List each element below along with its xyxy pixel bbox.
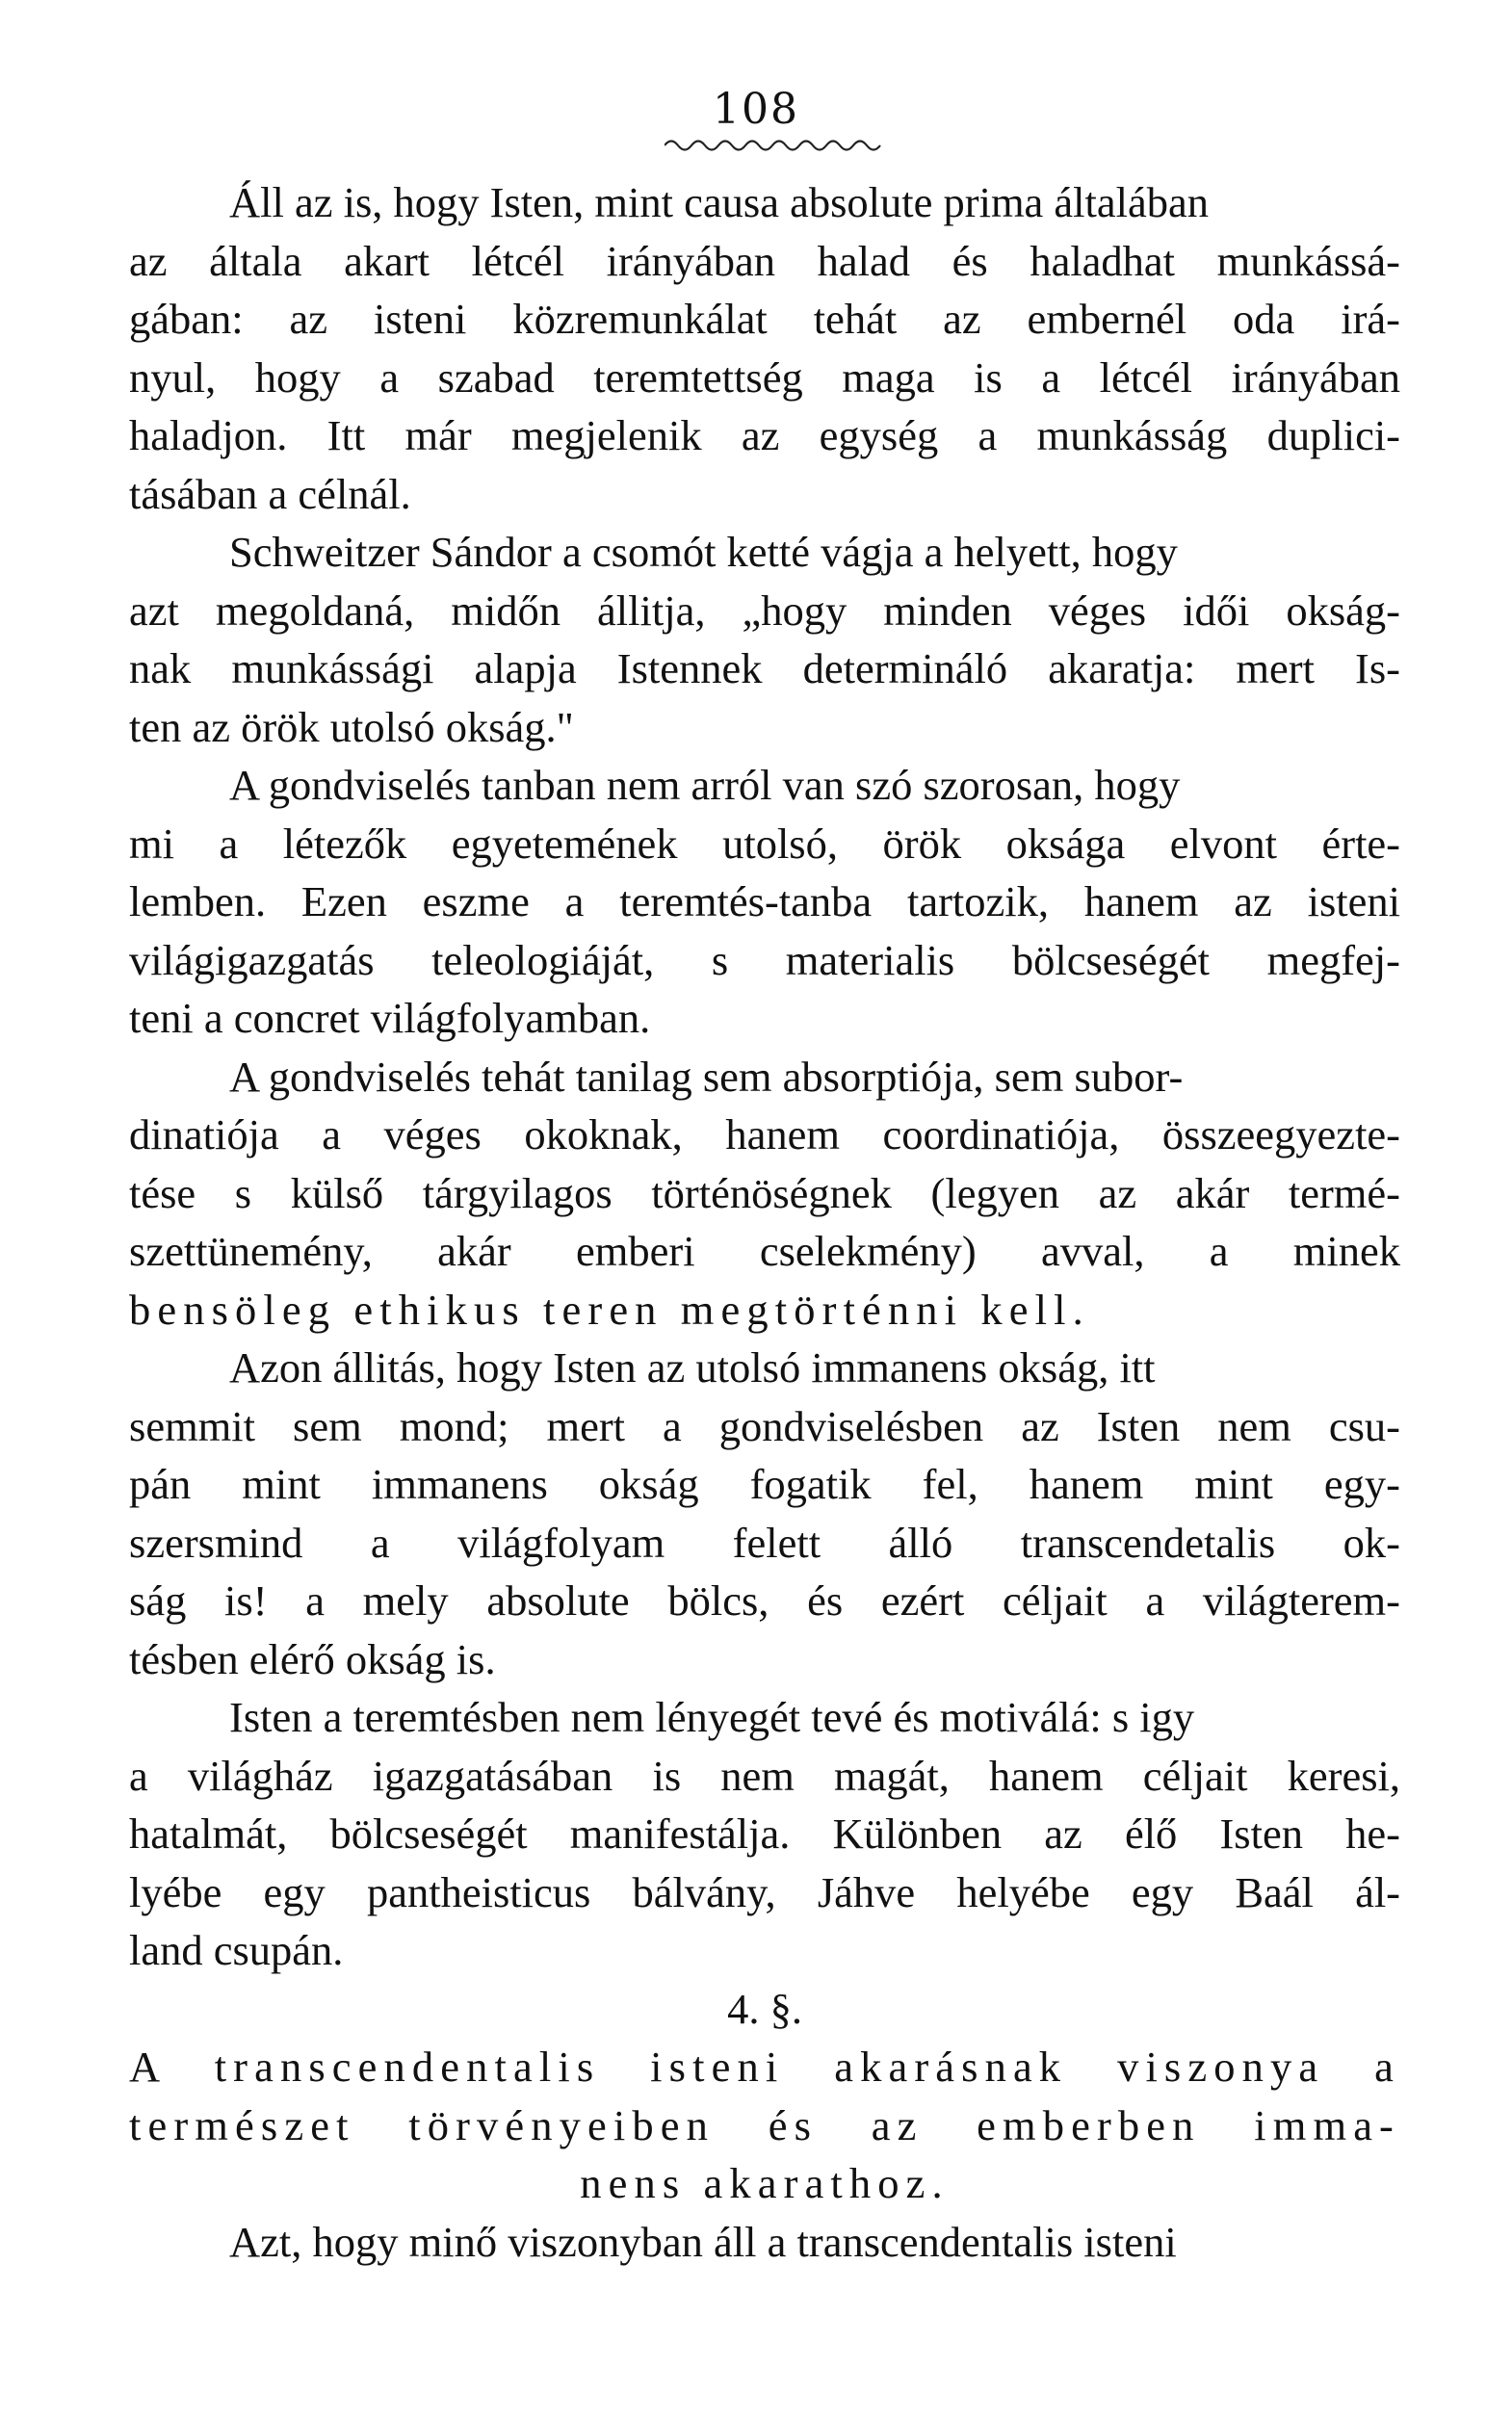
text-line: azt megoldaná, midőn állitja, „hogy minden véges idői okság- <box>129 586 1400 635</box>
text-line: land csupán. <box>129 1926 344 1974</box>
text-line: bensöleg ethikus teren megtörténni kell. <box>129 1285 1090 1334</box>
text-line: lyébe egy pantheisticus bálvány, Jáhve helyébe egy Baál ál- <box>129 1867 1400 1916</box>
text-line: Schweitzer Sándor a csomót ketté vágja a helyett, hogy <box>229 528 1178 576</box>
text-line: haladjon. Itt már megjelenik az egység a munkásság duplici- <box>129 411 1400 459</box>
text-line: Azt, hogy minő viszonyban áll a transcendentalis isteni <box>229 2217 1177 2266</box>
text-line: A gondviselés tehát tanilag sem absorptiója, sem subor- <box>229 1052 1184 1101</box>
text-line: a világház igazgatásában is nem magát, hanem céljait keresi, <box>129 1751 1400 1800</box>
text-line: az általa akart létcél irányában halad és haladhat munkássá- <box>129 236 1400 285</box>
text-line: A gondviselés tanban nem arról van szó szorosan, hogy <box>229 761 1181 809</box>
text-line: szettünemény, akár emberi cselekmény) avval, a minek <box>129 1227 1400 1275</box>
section-heading-line: természet törvényeiben és az emberben imma- <box>129 2100 1400 2149</box>
text-line: lemben. Ezen eszme a teremtés-tanba tartozik, hanem az isteni <box>129 877 1400 925</box>
text-line: hatalmát, bölcseségét manifestálja. Különben az élő Isten he- <box>129 1809 1400 1858</box>
text-line: tésben elérő okság is. <box>129 1634 496 1683</box>
text-line: pán mint immanens okság fogatik fel, hanem mint egy- <box>129 1460 1400 1508</box>
text-line: gában: az isteni közremunkálat tehát az embernél oda irá- <box>129 295 1400 343</box>
section-heading-line: nens akarathoz. <box>580 2159 950 2207</box>
text-line: Azon állitás, hogy Isten az utolsó immanens okság, itt <box>229 1343 1156 1392</box>
section-heading-line: A transcendentalis isteni akarásnak viszonya a <box>129 2043 1400 2091</box>
text-line: tásában a célnál. <box>129 469 411 518</box>
body-text <box>129 173 1400 2271</box>
section-number: 4. §. <box>727 1984 802 2033</box>
page-number: 108 <box>713 85 799 134</box>
text-line: világigazgatás teleologiáját, s materialis bölcseségét megfej- <box>129 935 1400 984</box>
text-line: Isten a teremtésben nem lényegét tevé és motiválá: s igy <box>229 1693 1195 1741</box>
text-line: mi a létezők egyetemének utolsó, örök oksága elvont érte- <box>129 819 1400 868</box>
text-line: nak munkássági alapja Istennek determináló akaratja: mert Is- <box>129 644 1400 692</box>
text-line: Áll az is, hogy Isten, mint causa absolute prima általában <box>229 178 1210 226</box>
text-line: ság is! a mely absolute bölcs, és ezért céljait a világterem- <box>129 1576 1400 1625</box>
text-line: teni a concret világfolyamban. <box>129 994 651 1042</box>
wavy-ornament <box>665 137 886 154</box>
text-line: szersmind a világfolyam felett álló transcendetalis ok- <box>129 1518 1400 1567</box>
text-line: ten az örök utolsó okság." <box>129 702 574 751</box>
text-line: semmit sem mond; mert a gondviselésben az Isten nem csu- <box>129 1401 1400 1450</box>
text-line: nyul, hogy a szabad teremtettség maga is a létcél irányában <box>129 352 1400 402</box>
text-line: tése s külső tárgyilagos történöségnek (legyen az akár termé- <box>129 1168 1400 1217</box>
text-line: dinatiója a véges okoknak, hanem coordinatiója, összeegyezte- <box>129 1110 1400 1158</box>
